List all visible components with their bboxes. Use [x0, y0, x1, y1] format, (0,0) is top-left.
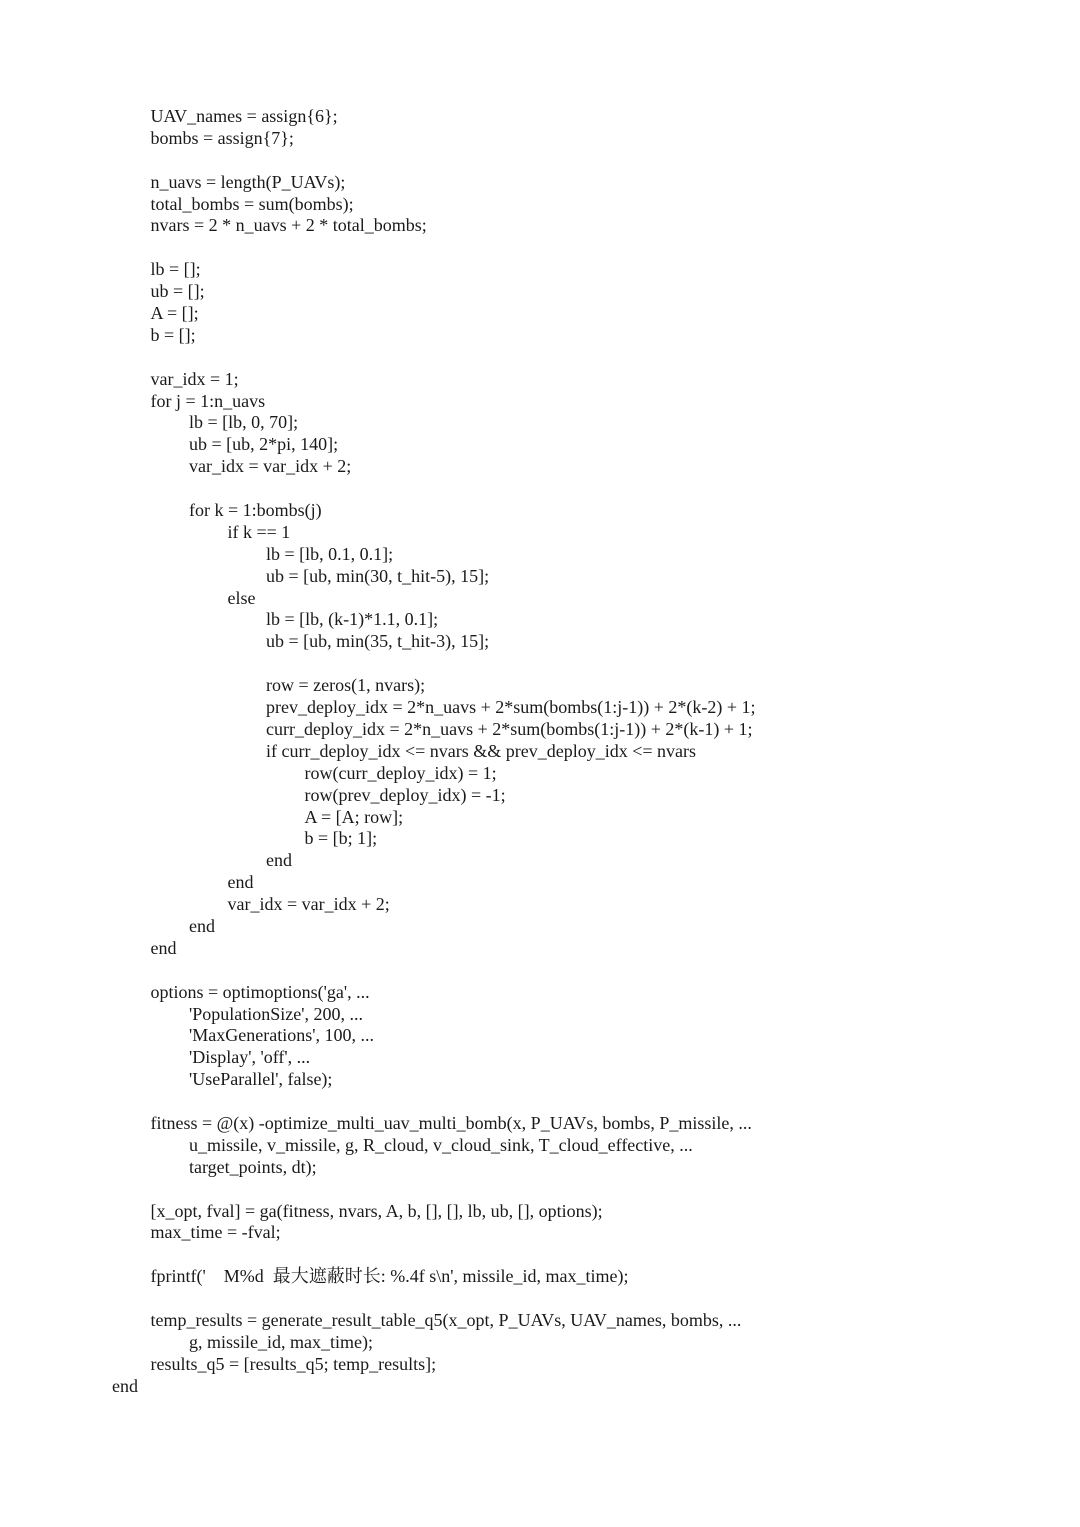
code-line: lb = [lb, 0, 70]; [189, 412, 299, 433]
code-line: lb = [lb, (k-1)*1.1, 0.1]; [266, 609, 439, 630]
code-line: fitness = @(x) -optimize_multi_uav_multi_bomb(x, P_UAVs, bombs, P_missile, ... [150, 1112, 752, 1133]
code-line: for j = 1:n_uavs [150, 390, 266, 411]
code-line: g, missile_id, max_time); [189, 1331, 373, 1352]
code-line: results_q5 = [results_q5; temp_results]; [150, 1353, 437, 1374]
code-line: A = [A; row]; [304, 806, 404, 827]
code-line: b = []; [150, 324, 196, 345]
code-line: target_points, dt); [189, 1156, 317, 1177]
code-block [112, 106, 756, 1398]
code-line: row = zeros(1, nvars); [266, 675, 426, 696]
code-line: options = optimoptions('ga', ... [150, 981, 370, 1002]
code-line: total_bombs = sum(bombs); [150, 193, 354, 214]
blank-line [112, 1244, 756, 1266]
code-line: UAV_names = assign{6}; [150, 106, 338, 126]
blank-line [112, 150, 756, 172]
blank-line [112, 478, 756, 500]
code-line: ub = [ub, min(35, t_hit-3), 15]; [266, 631, 490, 652]
code-line: fprintf(' M%d 最大遮蔽时长: %.4f s\n', missile_id, max_time); [150, 1266, 629, 1287]
code-line: ub = [ub, 2*pi, 140]; [189, 434, 339, 455]
code-line: lb = [lb, 0.1, 0.1]; [266, 543, 394, 564]
blank-line [112, 1179, 756, 1201]
code-line: n_uavs = length(P_UAVs); [150, 171, 346, 192]
blank-line [112, 1091, 756, 1113]
blank-line [112, 237, 756, 259]
code-line: end [266, 850, 292, 871]
blank-line [112, 653, 756, 675]
code-line: 'Display', 'off', ... [189, 1047, 311, 1068]
code-line: b = [b; 1]; [304, 828, 378, 849]
code-line: end [112, 1375, 138, 1396]
code-line: 'PopulationSize', 200, ... [189, 1003, 363, 1024]
code-line: lb = []; [150, 259, 201, 280]
code-line: for k = 1:bombs(j) [189, 500, 322, 521]
code-line: temp_results = generate_result_table_q5(x_opt, P_UAVs, UAV_names, bombs, ... [150, 1309, 742, 1330]
code-line: curr_deploy_idx = 2*n_uavs + 2*sum(bombs(1:j-1)) + 2*(k-1) + 1; [266, 718, 753, 739]
code-line: var_idx = 1; [150, 368, 239, 389]
blank-line [112, 347, 756, 369]
blank-line [112, 960, 756, 982]
code-line: max_time = -fval; [150, 1222, 281, 1243]
code-line: if k == 1 [227, 521, 291, 542]
code-line: 'MaxGenerations', 100, ... [189, 1025, 374, 1046]
code-line: u_missile, v_missile, g, R_cloud, v_cloud_sink, T_cloud_effective, ... [189, 1134, 693, 1155]
code-line: 'UseParallel', false); [189, 1069, 333, 1090]
code-line: else [227, 587, 256, 608]
code-line: ub = []; [150, 281, 205, 302]
code-line: ub = [ub, min(30, t_hit-5), 15]; [266, 565, 490, 586]
code-line: var_idx = var_idx + 2; [189, 456, 352, 477]
code-line: prev_deploy_idx = 2*n_uavs + 2*sum(bombs(1:j-1)) + 2*(k-2) + 1; [266, 697, 756, 718]
code-line: end [189, 915, 215, 936]
code-line: end [150, 937, 177, 958]
code-line: if curr_deploy_idx <= nvars && prev_deploy_idx <= nvars [266, 740, 697, 761]
code-line: end [227, 872, 254, 893]
blank-line [112, 1288, 756, 1310]
code-line: row(prev_deploy_idx) = -1; [304, 784, 506, 805]
code-line: A = []; [150, 303, 199, 324]
code-line: bombs = assign{7}; [150, 127, 294, 148]
code-line: nvars = 2 * n_uavs + 2 * total_bombs; [150, 215, 427, 236]
code-line: row(curr_deploy_idx) = 1; [304, 762, 497, 783]
code-line: [x_opt, fval] = ga(fitness, nvars, A, b, [], [], lb, ub, [], options); [150, 1200, 603, 1221]
code-line: var_idx = var_idx + 2; [227, 894, 390, 915]
